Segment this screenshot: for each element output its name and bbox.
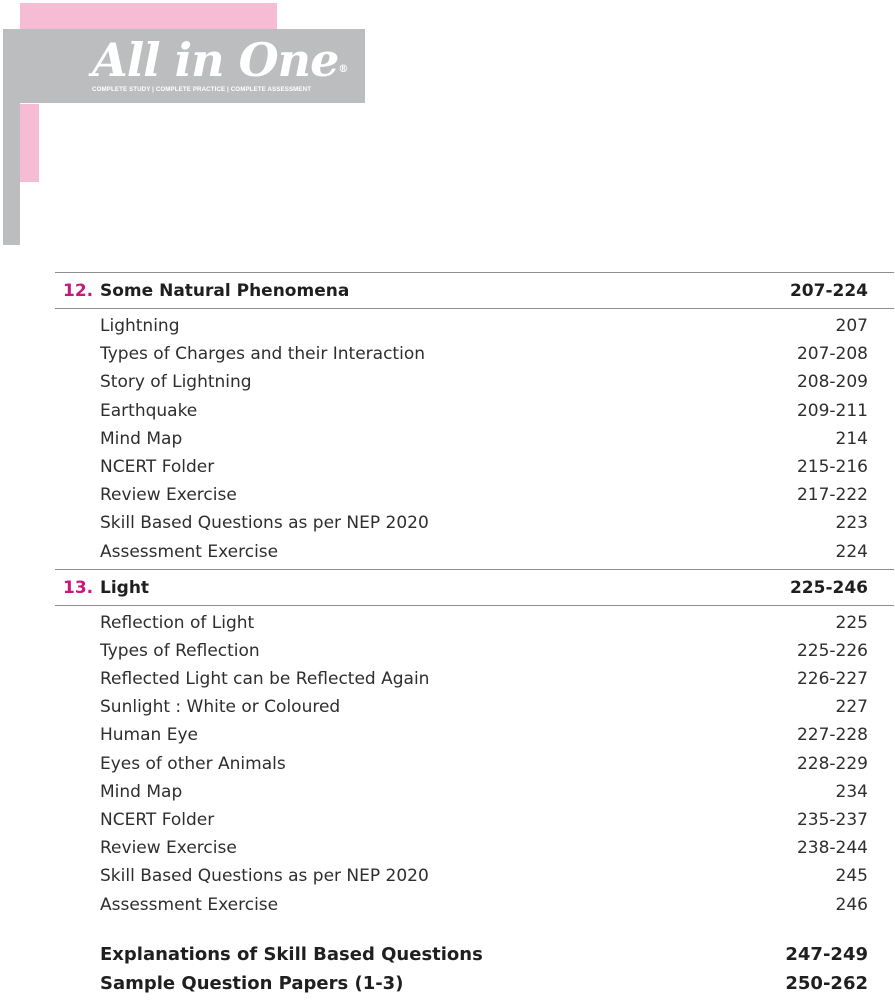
toc-item-title: Eyes of other Animals (100, 753, 286, 774)
toc-item[interactable] (55, 425, 894, 453)
chapter-heading[interactable] (55, 272, 894, 309)
chapter-pages: 207-224 (789, 281, 868, 301)
toc-item[interactable] (55, 806, 894, 834)
toc-item[interactable] (55, 778, 894, 806)
toc-extra-title: Sample Question Papers (1-3) (100, 973, 404, 994)
chapter-items (55, 309, 894, 569)
toc-item-title: NCERT Folder (100, 456, 215, 477)
toc-item-pages: 223 (835, 513, 868, 534)
toc-item-pages: 217-222 (796, 485, 868, 506)
toc-item[interactable] (55, 637, 894, 665)
toc-item-title: Assessment Exercise (100, 894, 279, 915)
toc-extra-pages: 247-249 (785, 944, 868, 965)
toc-item-pages: 235-237 (796, 810, 868, 830)
toc-item[interactable] (55, 891, 894, 919)
toc-item-pages: 209-211 (796, 400, 868, 421)
decor-pink-bar (20, 3, 277, 30)
toc-item-pages: 227 (835, 697, 868, 718)
toc-item-pages: 215-216 (796, 456, 868, 477)
toc-item[interactable] (55, 368, 894, 396)
toc-extra-title: Explanations of Skill Based Questions (100, 944, 483, 965)
toc-item[interactable] (55, 312, 894, 340)
chapter-pages: 225-246 (789, 577, 868, 598)
toc-item[interactable] (55, 665, 894, 693)
toc-item-title: NCERT Folder (100, 810, 215, 830)
toc-item[interactable] (55, 834, 894, 862)
toc-item-title: Sunlight : White or Coloured (100, 697, 341, 718)
toc-item[interactable] (55, 750, 894, 778)
toc-extra-item[interactable] (55, 972, 894, 1001)
toc-item-pages: 207-208 (796, 344, 868, 365)
toc-extras (55, 943, 894, 1001)
toc-item-title: Review Exercise (100, 838, 237, 859)
toc-item-pages: 228-229 (796, 753, 868, 774)
toc-item-pages: 225 (835, 612, 868, 633)
toc-item-title: Review Exercise (100, 485, 237, 506)
toc-item-title: Types of Reflection (100, 640, 260, 661)
toc-item[interactable] (55, 721, 894, 749)
toc-item-title: Story of Lightning (100, 372, 252, 393)
toc-item[interactable] (55, 481, 894, 509)
chapter-title: Light (100, 577, 150, 598)
toc-item-title: Reflection of Light (100, 612, 255, 633)
toc-item-title: Lightning (100, 316, 180, 336)
toc-item-pages: 227-228 (796, 725, 868, 746)
brand-tagline: COMPLETE STUDY | COMPLETE PRACTICE | COMPLETE ASSESSMENT (92, 86, 312, 93)
toc-item-title: Skill Based Questions as per NEP 2020 (100, 866, 429, 887)
toc-item-title: Human Eye (100, 725, 198, 746)
toc-item[interactable] (55, 340, 894, 368)
toc-item[interactable] (55, 397, 894, 425)
toc-item[interactable] (55, 509, 894, 537)
toc-item-title: Mind Map (100, 781, 183, 802)
toc-item-pages: 238-244 (796, 838, 868, 859)
decor-pink-vertical (20, 104, 39, 182)
toc-item-title: Reflected Light can be Reflected Again (100, 669, 430, 690)
toc-item-title: Types of Charges and their Interaction (100, 344, 425, 365)
toc-item-pages: 246 (835, 894, 868, 915)
chapter-number: 12. (63, 281, 94, 301)
toc-item-title: Earthquake (100, 400, 198, 421)
toc-item-title: Mind Map (100, 428, 183, 449)
brand-logo-text: All in One (92, 33, 339, 87)
toc-item-pages: 245 (835, 866, 868, 887)
registered-mark: ® (338, 64, 348, 75)
toc-item-title: Skill Based Questions as per NEP 2020 (100, 513, 429, 534)
toc-item-pages: 208-209 (796, 372, 868, 393)
toc-item-pages: 226-227 (796, 669, 868, 690)
toc-item-pages: 225-226 (796, 640, 868, 661)
toc-item[interactable] (55, 693, 894, 721)
toc-item-pages: 207 (835, 316, 868, 336)
table-of-contents (55, 272, 894, 922)
chapter-heading[interactable] (55, 569, 894, 606)
chapter-title: Some Natural Phenomena (100, 281, 350, 301)
toc-item[interactable] (55, 538, 894, 566)
toc-item-pages: 224 (835, 541, 868, 562)
chapter-items (55, 606, 894, 922)
decor-gray-vertical (3, 103, 20, 245)
toc-item-title: Assessment Exercise (100, 541, 279, 562)
toc-item[interactable] (55, 453, 894, 481)
toc-extra-pages: 250-262 (785, 973, 868, 994)
toc-item[interactable] (55, 862, 894, 890)
chapter-number: 13. (63, 577, 94, 598)
toc-item-pages: 234 (835, 781, 868, 802)
toc-item-pages: 214 (835, 428, 868, 449)
toc-item[interactable] (55, 609, 894, 637)
brand-logo (92, 32, 347, 88)
toc-extra-item[interactable] (55, 943, 894, 972)
